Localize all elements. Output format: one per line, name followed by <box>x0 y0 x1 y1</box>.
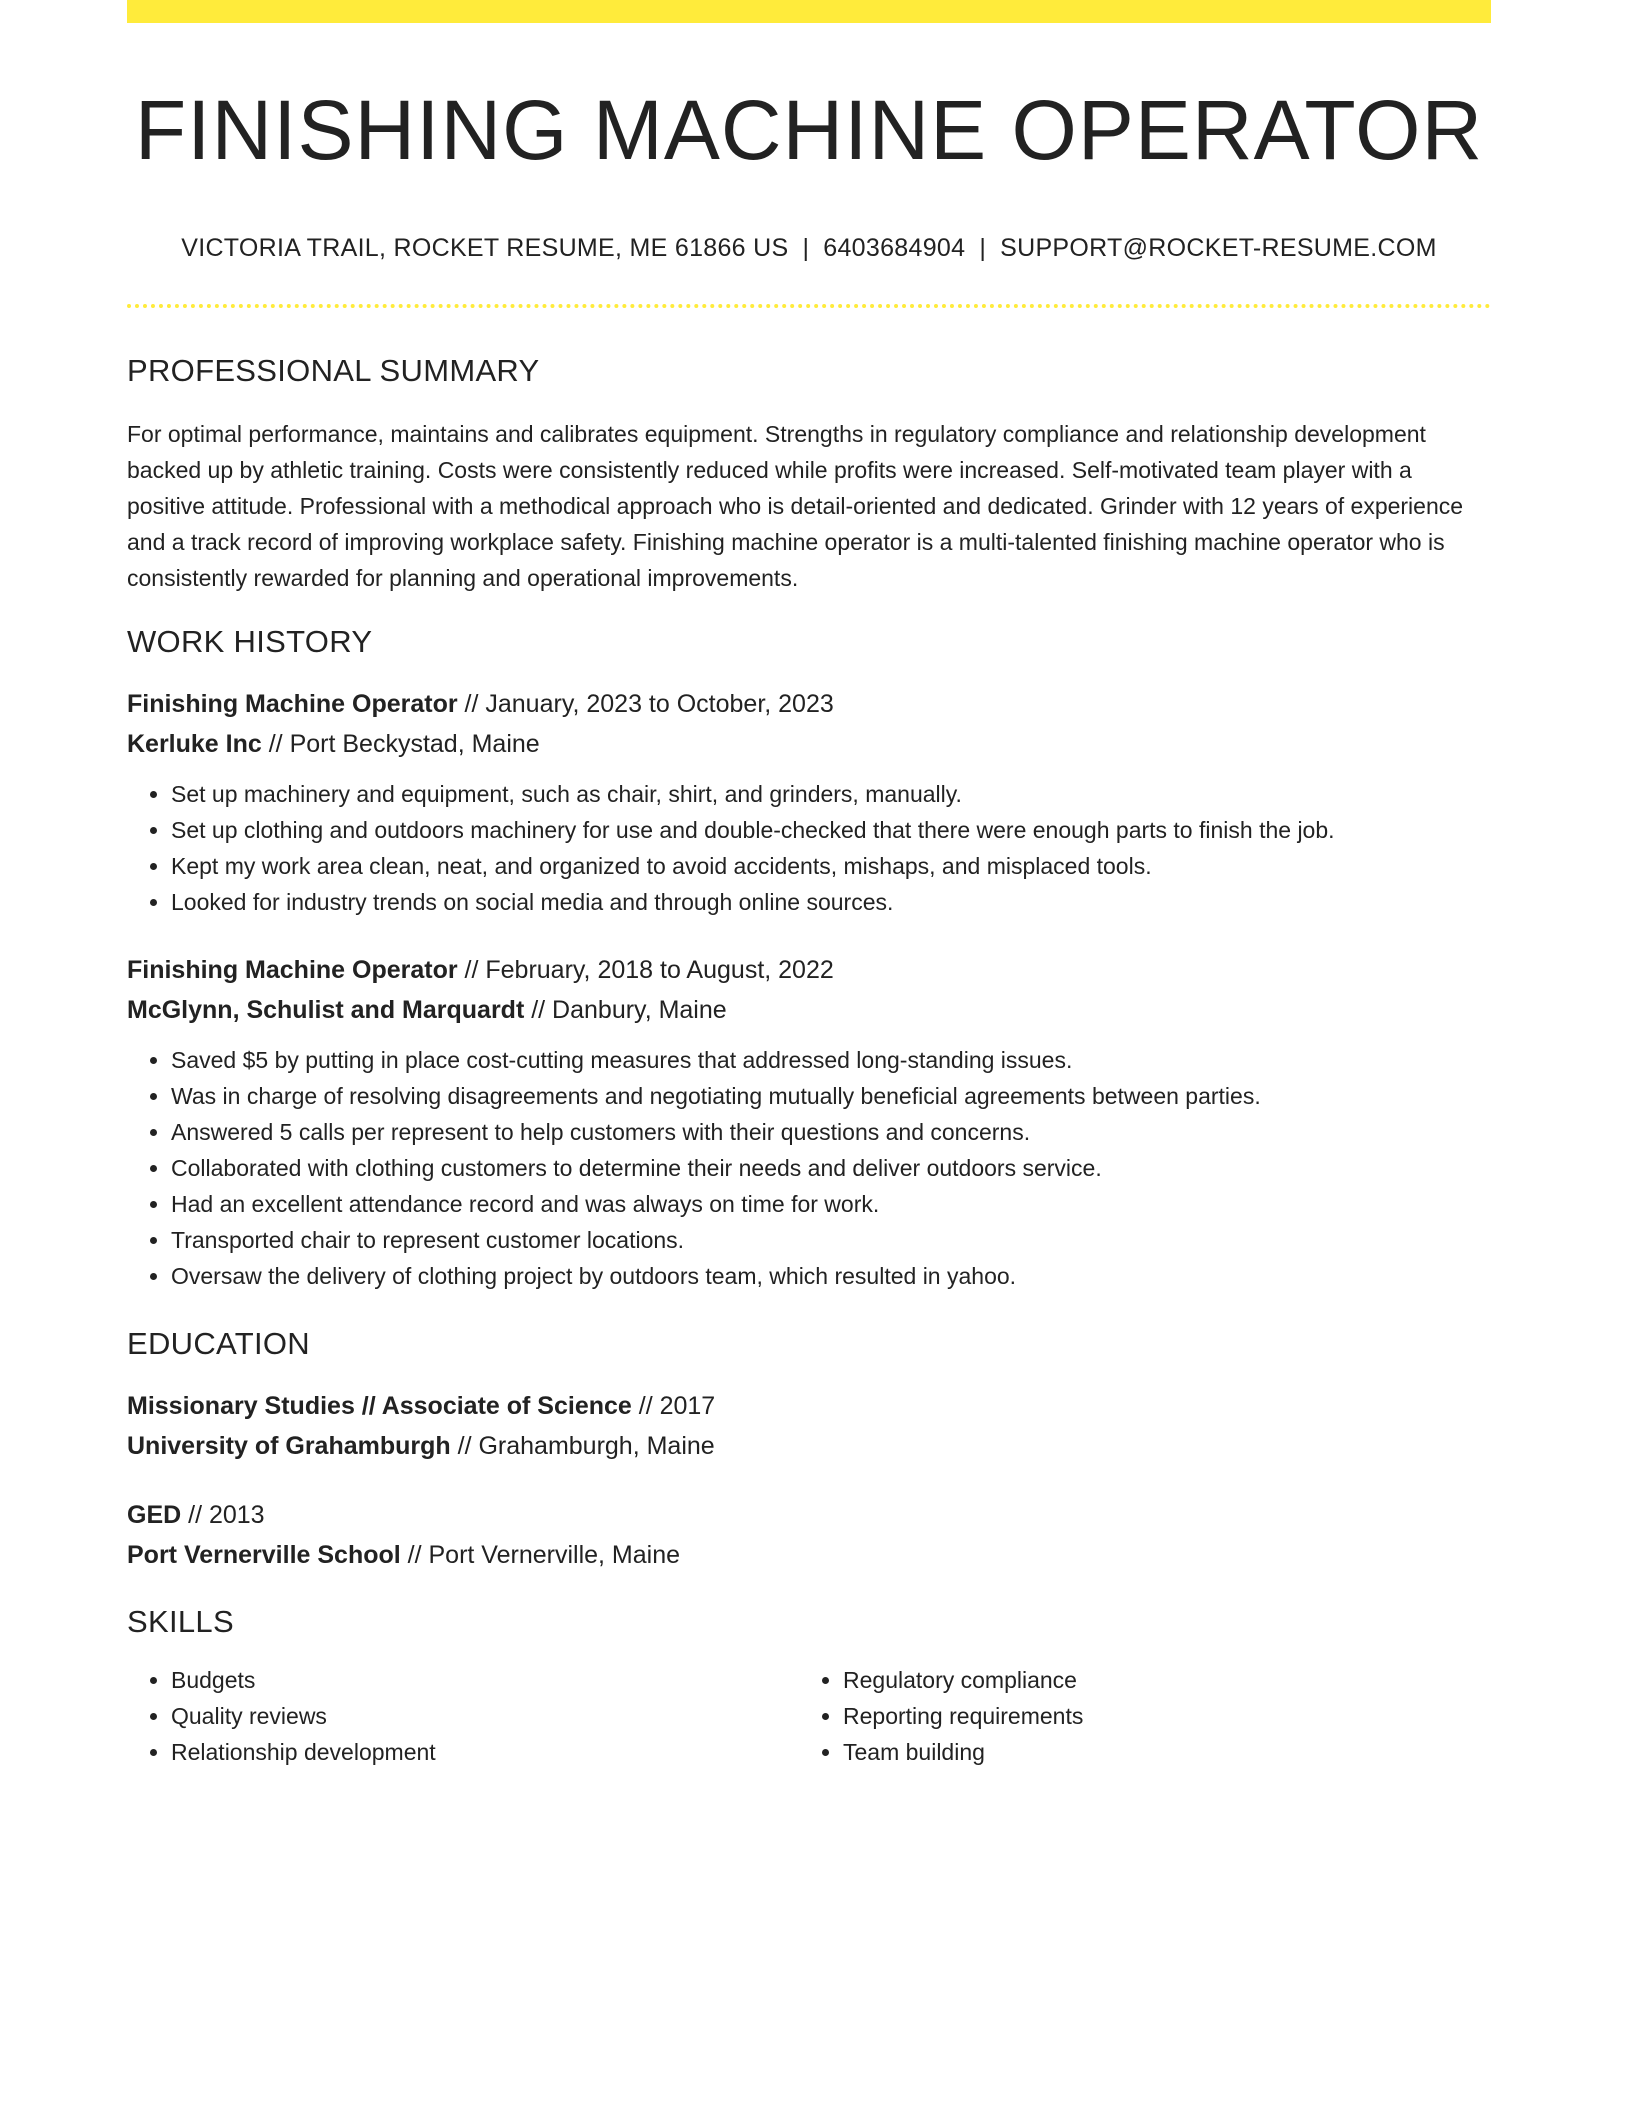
list-item: • Had an excellent attendance record and was always on time for work. <box>171 1186 1491 1222</box>
skill-item: • Reporting requirements <box>843 1698 1471 1734</box>
skill-item: • Quality reviews <box>171 1698 799 1734</box>
resume-content <box>127 0 1491 1770</box>
skill-item: • Team building <box>843 1734 1471 1770</box>
education-degree-line <box>127 1495 1491 1535</box>
list-item: • Looked for industry trends on social media and through online sources. <box>171 884 1491 920</box>
contact-separator: | <box>802 234 810 262</box>
section-title-skills: SKILLS <box>127 1604 234 1639</box>
summary-text: For optimal performance, maintains and calibrates equipment. Strengths in regulatory compliance and relationship development backed up by athletic training. Costs were consistently reduced while profits were increased. Self-motivated team player with a positive attitude. Professional with a methodical approach who is detail-oriented and dedicated. Grinder with 12 years of experience and a track record of improving workplace safety. Finishing machine operator is a multi-talented finishing machine operator who is consistently rewarded for planning and operational improvements. <box>127 421 1464 591</box>
education-year: // 2013 <box>181 1501 265 1529</box>
job-company: McGlynn, Schulist and Marquardt <box>127 996 525 1024</box>
section-title-education: EDUCATION <box>127 1326 310 1361</box>
education-school-line <box>127 1426 1491 1466</box>
job-location: // Danbury, Maine <box>524 996 727 1024</box>
job-bullet-list <box>127 1042 1491 1294</box>
list-item: • Oversaw the delivery of clothing project by outdoors team, which resulted in yahoo. <box>171 1258 1491 1294</box>
resume-name-title: FINISHING MACHINE OPERATOR <box>134 83 1484 177</box>
education-school: University of Grahamburgh <box>127 1432 451 1460</box>
job-role: Finishing Machine Operator <box>127 956 458 984</box>
contact-phone: 6403684904 <box>823 234 966 262</box>
job-company: Kerluke Inc <box>127 730 262 758</box>
job-role: Finishing Machine Operator <box>127 690 458 718</box>
contact-line <box>127 232 1491 264</box>
job-location: // Port Beckystad, Maine <box>261 730 540 758</box>
contact-separator: | <box>979 234 987 262</box>
job-company-line <box>127 724 1491 764</box>
job-bullet-list <box>127 776 1491 920</box>
list-item: • Was in charge of resolving disagreements and negotiating mutually beneficial agreements between parties. <box>171 1078 1491 1114</box>
skill-item: • Budgets <box>171 1662 799 1698</box>
list-item: • Collaborated with clothing customers to determine their needs and deliver outdoors service. <box>171 1150 1491 1186</box>
job-title-line <box>127 950 1491 990</box>
list-item: • Saved $5 by putting in place cost-cutting measures that addressed long-standing issues. <box>171 1042 1491 1078</box>
education-degree: Missionary Studies // Associate of Science <box>127 1392 632 1420</box>
education-location: // Grahamburgh, Maine <box>450 1432 715 1460</box>
skills-grid <box>127 1662 1491 1770</box>
job-dates: // January, 2023 to October, 2023 <box>457 690 834 718</box>
education-school-line <box>127 1535 1491 1575</box>
education-school: Port Vernerville School <box>127 1541 401 1569</box>
section-title-work-history: WORK HISTORY <box>127 624 373 659</box>
list-item: • Transported chair to represent customer locations. <box>171 1222 1491 1258</box>
list-item: • Kept my work area clean, neat, and organized to avoid accidents, mishaps, and misplaced tools. <box>171 848 1491 884</box>
job-dates: // February, 2018 to August, 2022 <box>457 956 834 984</box>
education-year: // 2017 <box>631 1392 716 1420</box>
skills-list-left <box>127 1662 799 1770</box>
skill-item: • Regulatory compliance <box>843 1662 1471 1698</box>
skill-item: • Relationship development <box>171 1734 799 1770</box>
list-item: • Set up clothing and outdoors machinery for use and double-checked that there were enough parts to finish the job. <box>171 812 1491 848</box>
contact-address: VICTORIA TRAIL, ROCKET RESUME, ME 61866 US <box>181 234 789 262</box>
education-location: // Port Vernerville, Maine <box>400 1541 681 1569</box>
list-item: • Set up machinery and equipment, such as chair, shirt, and grinders, manually. <box>171 776 1491 812</box>
education-degree: GED <box>127 1501 182 1529</box>
job-title-line <box>127 684 1491 724</box>
skills-list-right <box>799 1662 1471 1770</box>
education-degree-line <box>127 1386 1491 1426</box>
dotted-divider <box>127 304 1491 308</box>
contact-email: SUPPORT@ROCKET-RESUME.COM <box>1000 234 1437 262</box>
list-item: • Answered 5 calls per represent to help customers with their questions and concerns. <box>171 1114 1491 1150</box>
job-company-line <box>127 990 1491 1030</box>
section-title-summary: PROFESSIONAL SUMMARY <box>127 353 540 388</box>
